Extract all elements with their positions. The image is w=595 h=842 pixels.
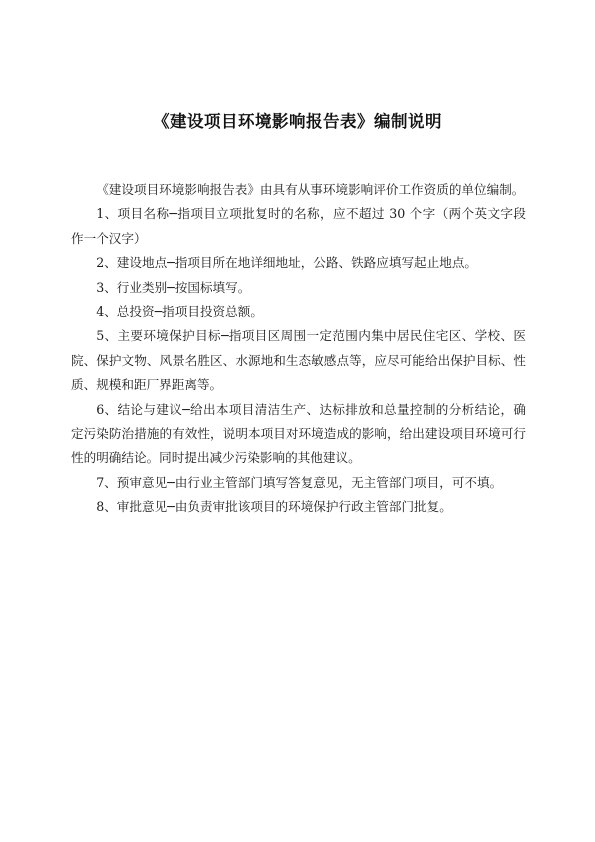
document-title: 《建设项目环境影响报告表》编制说明 [153, 112, 442, 131]
intro-paragraph: 《建设项目环境影响报告表》由具有从事环境影响评价工作资质的单位编制。 [96, 182, 525, 197]
item-industry-category: 3、行业类别─按国标填写。 [96, 279, 251, 295]
item-project-name: 1、项目名称─指项目立项批复时的名称，应不超过 30 个字（两个英文字段作一个汉字） [71, 206, 526, 246]
item-approval-opinion: 8、审批意见─由负责审批该项目的环境保护行政主管部门批复。 [96, 499, 452, 515]
item-conclusions: 6、结论与建议─给出本项目清洁生产、达标排放和总量控制的分析结论，确定污染防治措施的有效性，说明本项目对环境造成的影响，给出建设项目环境可行性的明确结论。同时提出减少污染影响的其他建议。 [71, 401, 526, 466]
document-body [71, 178, 526, 520]
item-construction-site: 2、建设地点─指项目所在地详细地址，公路、铁路应填写起止地点。 [96, 255, 478, 271]
item-total-investment: 4、总投资─指项目投资总额。 [96, 304, 263, 320]
item-protection-targets: 5、主要环境保护目标─指项目区周围一定范围内集中居民住宅区、学校、医院、保护文物、风景名胜区、水源地和生态敏感点等，应尽可能给出保护目标、性质、规模和距厂界距离等。 [71, 328, 526, 393]
item-pre-review-opinion: 7、预审意见─由行业主管部门填写答复意见，无主管部门项目，可不填。 [96, 474, 503, 490]
